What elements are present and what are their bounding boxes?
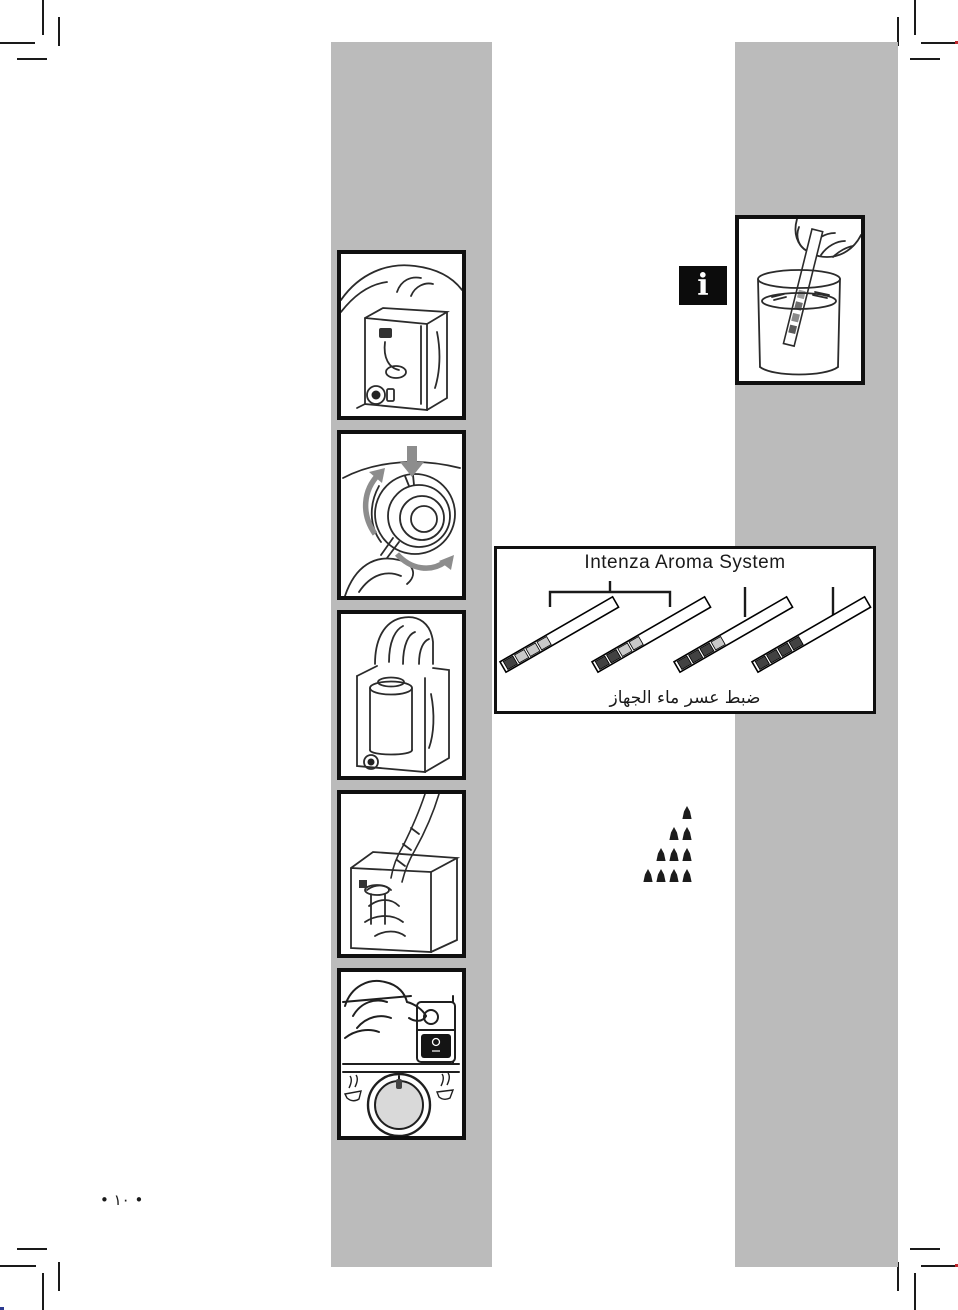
hardness-level-row-4 [643,869,692,882]
water-hardness-strips-diagram [497,549,873,711]
figure-pour-water-into-tank [337,790,466,958]
water-hardness-dot-icon [669,869,679,882]
crop-mark [914,0,916,35]
hardness-level-row-1 [682,806,692,819]
crop-mark [17,1248,47,1250]
steam-icon [437,1073,453,1099]
figure-hand-reaching-into-water-tank [337,250,466,420]
water-hardness-dot-icon [656,869,666,882]
hardness-level-pyramid [643,806,692,882]
hand-in-tank-illustration [341,254,462,416]
crop-mark [42,0,44,35]
crop-mark [910,1248,940,1250]
crop-mark [17,58,47,60]
crop-mark [0,1265,36,1267]
intenza-aroma-system-box [494,546,876,714]
info-icon [679,266,727,305]
test-strip-glass-illustration [739,219,861,381]
insert-filter-illustration [341,614,462,776]
info-glyph: i [697,267,709,303]
water-hardness-dot-icon [656,848,666,861]
water-hardness-dot-icon [643,869,653,882]
press-button-illustration [341,972,462,1136]
crop-mark [910,58,940,60]
page-number: • ١٠ • [100,1191,144,1209]
water-hardness-dot-icon [669,827,679,840]
intenza-box-title: Intenza Aroma System [584,552,786,573]
water-hardness-dot-icon [682,848,692,861]
pour-water-illustration [341,794,462,954]
crop-mark [914,1273,916,1310]
crop-mark [58,17,60,46]
figure-turn-intenza-filter-ring [337,430,466,600]
filter-ring-illustration [341,434,462,596]
coffee-icon [345,1075,361,1101]
crop-mark [42,1273,44,1310]
water-hardness-dot-icon [682,869,692,882]
crop-mark [0,42,35,44]
crop-mark [921,42,958,44]
crop-mark [921,1265,958,1267]
water-hardness-dot-icon [682,806,692,819]
intenza-box-caption-arabic: ضبط عسر ماء الجهاز [609,688,761,708]
water-hardness-dot-icon [669,848,679,861]
crop-mark [58,1262,60,1291]
figure-dip-test-strip-in-glass [735,215,865,385]
figure-press-button-and-dial [337,968,466,1140]
hardness-level-row-2 [669,827,692,840]
hardness-level-row-3 [656,848,692,861]
water-hardness-dot-icon [682,827,692,840]
figure-press-filter-into-tank [337,610,466,780]
